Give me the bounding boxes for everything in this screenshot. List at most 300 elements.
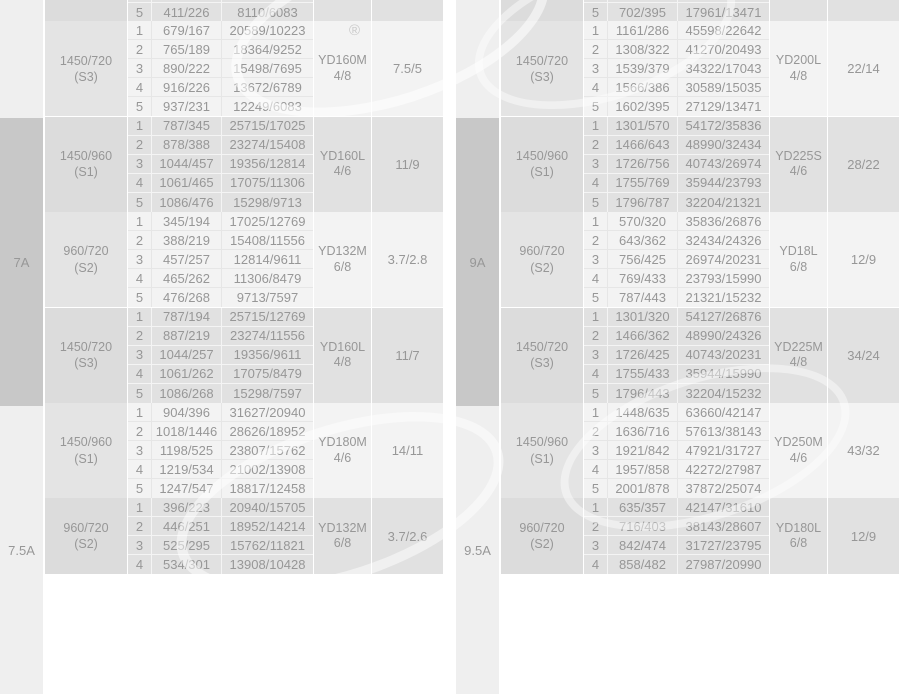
motor-poles-line: 6/8 (789, 259, 808, 274)
value-2-cell: 23274/11556 (230, 328, 305, 344)
registered-trademark-icon: ® (349, 22, 361, 39)
value-2-cell: 9713/7597 (236, 290, 299, 306)
power-rating-cell: 3.7/2.8 (387, 252, 428, 268)
value-1-cell: 887/219 (152, 327, 222, 345)
power-rating-cell: 28/22 (847, 156, 880, 172)
speed-rating-cell (501, 21, 584, 116)
value-2-cell: 15408/11556 (230, 232, 305, 248)
value-2-cell: 37872/25074 (685, 481, 762, 497)
pump-model-cell (456, 0, 501, 118)
table-row (128, 269, 313, 288)
table-row (128, 517, 313, 536)
power-rating-cell (372, 0, 443, 21)
value-2-cell: 15498/7695 (233, 60, 302, 76)
value-1-cell: 890/222 (152, 59, 222, 77)
value-2-cell: 19356/9611 (233, 347, 302, 363)
table-row (584, 517, 769, 536)
power-rating-cell: 7.5/5 (393, 61, 422, 77)
speed-rating-line: 1450/720 (515, 339, 569, 354)
row-number-cell: 2 (128, 422, 152, 440)
value-2-cell: 40743/20231 (685, 347, 762, 363)
pump-model-label: 9A (469, 254, 486, 270)
power-rating-cell: 11/7 (395, 347, 420, 363)
power-rating-cell: 34/24 (847, 347, 880, 363)
table-row (584, 346, 769, 365)
row-number-cell: 3 (584, 441, 608, 459)
row-number-cell: 1 (128, 21, 152, 39)
motor-model-line: YD200L (775, 53, 822, 68)
value-2-cell: 47921/31727 (685, 442, 762, 458)
value-2-cell: 12249/6083 (233, 99, 302, 115)
motor-model-cell (769, 0, 828, 21)
motor-model-line: YD18L (779, 244, 818, 259)
duty-type-line: (S2) (74, 260, 98, 275)
value-1-cell: 1466/643 (608, 136, 678, 154)
value-1-cell: 787/443 (608, 288, 678, 307)
value-2-cell: 8110/6083 (237, 5, 298, 20)
sections-column (45, 0, 443, 694)
row-number-cell: 5 (584, 479, 608, 498)
power-rating-cell: 12/9 (850, 252, 877, 268)
power-rating-cell: 22/14 (847, 61, 880, 77)
spec-section (45, 0, 443, 22)
motor-model-cell (313, 21, 372, 116)
table-row (128, 231, 313, 250)
rows-column (584, 212, 769, 307)
power-rating-cell (828, 0, 899, 21)
row-number-cell: 2 (128, 136, 152, 154)
motor-model-cell (769, 308, 828, 403)
table-row (128, 136, 313, 155)
table-row (128, 479, 313, 498)
row-number-cell: 4 (584, 174, 608, 192)
rows-column (128, 212, 313, 307)
table-row (128, 422, 313, 441)
motor-poles-line: 6/8 (789, 536, 808, 551)
spec-section (501, 117, 899, 213)
table-row (584, 59, 769, 78)
spec-section (501, 212, 899, 308)
row-number-cell: 5 (128, 193, 152, 212)
table-row (128, 365, 313, 384)
value-2-cell: 13908/10428 (229, 557, 306, 573)
motor-model-line: YD180L (775, 520, 822, 535)
motor-poles-line: 4/8 (789, 68, 808, 83)
value-2-cell: 32204/15232 (685, 385, 762, 401)
value-1-cell: 937/231 (152, 97, 222, 116)
duty-type-line: (S3) (74, 356, 98, 371)
row-number-cell: 1 (584, 498, 608, 516)
value-2-cell: 26974/20231 (685, 251, 762, 267)
rows-column (128, 498, 313, 574)
value-1-cell: 534/301 (152, 555, 222, 574)
table-row (584, 403, 769, 422)
row-number-cell: 2 (584, 327, 608, 345)
value-1-cell: 1539/379 (608, 59, 678, 77)
speed-rating-line: 1450/720 (59, 339, 113, 354)
value-2-cell: 54127/26876 (685, 309, 762, 325)
motor-model-line: YD180M (318, 434, 367, 449)
motor-poles-line: 4/8 (789, 355, 808, 370)
motor-poles-line: 6/8 (333, 259, 352, 274)
speed-rating-cell (501, 117, 584, 212)
motor-model-cell (769, 212, 828, 307)
spec-section (45, 498, 443, 575)
table-row (584, 365, 769, 384)
pump-model-cell (456, 406, 501, 694)
table-row (584, 155, 769, 174)
duty-type-line: (S1) (530, 165, 554, 180)
value-1-cell: 769/433 (608, 269, 678, 287)
row-number-cell: 1 (584, 212, 608, 230)
table-row (128, 117, 313, 136)
row-number-cell: 5 (128, 479, 152, 498)
value-1-cell: 1957/858 (608, 460, 678, 478)
duty-type-line: (S2) (530, 260, 554, 275)
value-2-cell: 45598/22642 (685, 22, 762, 38)
motor-model-line: YD132M (318, 244, 367, 259)
value-1-cell: 635/357 (608, 498, 678, 516)
value-1-cell: 904/396 (152, 403, 222, 421)
value-2-cell: 48990/32434 (685, 137, 762, 153)
table-row (128, 250, 313, 269)
motor-model-cell (313, 0, 372, 21)
row-number-cell: 4 (128, 269, 152, 287)
row-number-cell: 1 (128, 498, 152, 516)
value-1-cell: 1755/433 (608, 365, 678, 383)
value-1-cell: 1796/443 (608, 384, 678, 403)
motor-model-line: YD132M (318, 520, 367, 535)
value-2-cell: 17075/11306 (230, 175, 305, 191)
rows-column (584, 308, 769, 403)
row-number-cell: 2 (128, 40, 152, 58)
speed-rating-line: 1450/960 (515, 435, 569, 450)
value-2-cell: 41270/20493 (685, 41, 762, 57)
speed-rating-line: 960/720 (63, 521, 109, 536)
row-number-cell: 4 (128, 460, 152, 478)
row-number-cell: 2 (584, 517, 608, 535)
row-number-cell: 1 (584, 403, 608, 421)
motor-poles-line: 4/8 (333, 68, 352, 83)
table-row (584, 97, 769, 116)
table-row (584, 422, 769, 441)
table-row (584, 193, 769, 212)
duty-type-line: (S3) (530, 356, 554, 371)
value-1-cell: 1921/842 (608, 441, 678, 459)
table-row (584, 212, 769, 231)
table-row (584, 117, 769, 136)
row-number-cell: 2 (584, 136, 608, 154)
motor-poles-line: 6/8 (333, 536, 352, 551)
table-row (584, 250, 769, 269)
duty-type-line: (S3) (74, 69, 98, 84)
pump-model-label: 7.5A (8, 542, 35, 558)
pump-model-label: 9.5A (464, 542, 491, 558)
value-2-cell: 32204/21321 (685, 194, 762, 210)
value-2-cell: 20589/10223 (229, 22, 306, 38)
power-rating-cell: 11/9 (395, 156, 420, 172)
value-1-cell: 396/223 (152, 498, 222, 516)
value-2-cell: 27129/13471 (685, 99, 762, 115)
value-1-cell: 1566/386 (608, 78, 678, 96)
value-2-cell: 15298/9713 (233, 194, 302, 210)
value-2-cell: 13672/6789 (233, 79, 302, 95)
value-1-cell: 1301/320 (608, 308, 678, 326)
value-1-cell: 1726/756 (608, 155, 678, 173)
speed-rating-line: 960/720 (519, 521, 565, 536)
value-1-cell: 1086/476 (152, 193, 222, 212)
value-1-cell: 465/262 (152, 269, 222, 287)
row-number-cell: 3 (128, 155, 152, 173)
value-2-cell: 17025/12769 (229, 213, 306, 229)
motor-model-cell (769, 403, 828, 498)
value-2-cell: 15298/7597 (233, 385, 302, 401)
motor-model-line: YD225M (774, 339, 823, 354)
value-1-cell: 1755/769 (608, 174, 678, 192)
row-number-cell (584, 0, 608, 2)
motor-model-line: YD160L (319, 148, 366, 163)
row-number-cell: 1 (128, 117, 152, 135)
value-1-cell: 1301/570 (608, 117, 678, 135)
speed-rating-line: 960/720 (63, 244, 109, 259)
row-number-cell: 4 (128, 365, 152, 383)
table-row (128, 40, 313, 59)
motor-model-cell (313, 117, 372, 212)
row-number-cell: 2 (584, 40, 608, 58)
duty-type-line: (S1) (74, 165, 98, 180)
value-1-cell: 679/167 (152, 21, 222, 39)
row-number-cell: 5 (584, 384, 608, 403)
speed-rating-cell (45, 308, 128, 403)
motor-poles-line: 4/6 (333, 164, 352, 179)
table-row (584, 479, 769, 498)
value-1-cell: 1044/457 (152, 155, 222, 173)
row-number-cell: 3 (584, 155, 608, 173)
row-number-cell: 5 (584, 97, 608, 116)
speed-rating-cell (501, 498, 584, 574)
value-1-cell: 1061/262 (152, 365, 222, 383)
rows-column (128, 21, 313, 116)
row-number-cell (128, 0, 152, 2)
rows-column (128, 117, 313, 212)
row-number-cell: 1 (128, 212, 152, 230)
value-1-cell: 878/388 (152, 136, 222, 154)
table-row (128, 346, 313, 365)
value-1-cell: 411/226 (152, 3, 222, 22)
motor-poles-line: 4/6 (789, 164, 808, 179)
row-number-cell: 5 (128, 97, 152, 116)
value-1-cell: 1018/1446 (152, 422, 222, 440)
row-number-cell: 5 (584, 193, 608, 212)
value-2-cell: 18817/12458 (229, 481, 306, 497)
speed-rating-cell (45, 117, 128, 212)
value-1-cell: 916/226 (152, 78, 222, 96)
value-2-cell: 21321/15232 (685, 290, 762, 306)
value-1-cell: 525/295 (152, 536, 222, 554)
motor-model-cell (769, 117, 828, 212)
value-1-cell: 842/474 (608, 536, 678, 554)
duty-type-line: (S2) (530, 537, 554, 552)
speed-rating-line: 1450/720 (59, 53, 113, 68)
value-1-cell: 476/268 (152, 288, 222, 307)
spec-section (45, 21, 443, 117)
motor-poles-line: 4/6 (333, 450, 352, 465)
rows-column (584, 0, 769, 21)
speed-rating-cell (45, 403, 128, 498)
duty-type-line: (S3) (530, 69, 554, 84)
row-number-cell: 4 (128, 78, 152, 96)
value-1-cell: 2001/878 (608, 479, 678, 498)
motor-model-cell (313, 308, 372, 403)
value-1-cell: 345/194 (152, 212, 222, 230)
pump-model-cell (0, 0, 45, 118)
rows-column (584, 403, 769, 498)
table-row (584, 498, 769, 517)
value-2-cell: 18364/9252 (233, 41, 302, 57)
value-2-cell: 23793/15990 (685, 270, 762, 286)
table-row (128, 174, 313, 193)
speed-rating-line: 1450/960 (59, 435, 113, 450)
value-1-cell: 570/320 (608, 212, 678, 230)
row-number-cell: 4 (584, 555, 608, 574)
speed-rating-cell (45, 498, 128, 574)
value-2-cell: 32434/24326 (685, 232, 762, 248)
table-row (128, 21, 313, 40)
pump-model-label: 7A (13, 254, 30, 270)
value-2-cell: 25715/12769 (229, 309, 306, 325)
row-number-cell: 3 (128, 346, 152, 364)
speed-rating-line: 960/720 (519, 244, 565, 259)
value-2-cell: 19356/12814 (229, 156, 306, 172)
row-number-cell: 4 (584, 460, 608, 478)
row-number-cell: 1 (584, 21, 608, 39)
table-row (584, 288, 769, 307)
value-1-cell: 1198/525 (152, 441, 222, 459)
row-number-cell: 2 (128, 517, 152, 535)
value-1-cell: 1726/425 (608, 346, 678, 364)
table-row (128, 498, 313, 517)
row-number-cell: 2 (584, 231, 608, 249)
row-number-cell: 3 (128, 536, 152, 554)
value-1-cell: 716/403 (608, 517, 678, 535)
value-1-cell: 1247/547 (152, 479, 222, 498)
rows-column (584, 498, 769, 574)
value-2-cell: 35836/26876 (685, 213, 762, 229)
value-1-cell: 1602/395 (608, 97, 678, 116)
value-1-cell: 858/482 (608, 555, 678, 574)
value-1-cell: 446/251 (152, 517, 222, 535)
value-1-cell: 765/189 (152, 40, 222, 58)
row-number-cell: 4 (584, 269, 608, 287)
rows-column (128, 0, 313, 21)
duty-type-line: (S2) (74, 537, 98, 552)
table-row (128, 460, 313, 479)
table-row (584, 555, 769, 574)
power-rating-cell: 43/32 (847, 443, 880, 459)
table-row (128, 3, 313, 22)
value-1-cell: 1796/787 (608, 193, 678, 212)
value-2-cell: 28626/18952 (229, 423, 306, 439)
table-row (584, 308, 769, 327)
row-number-cell: 3 (584, 250, 608, 268)
motor-model-line: YD160L (319, 339, 366, 354)
speed-rating-line: 1450/960 (59, 149, 113, 164)
speed-rating-line: 1450/720 (515, 53, 569, 68)
pump-model-cell (456, 118, 501, 406)
value-2-cell: 31627/20940 (229, 404, 306, 420)
value-2-cell: 42272/27987 (685, 461, 762, 477)
pump-model-column (0, 0, 45, 694)
table-row (584, 3, 769, 22)
value-2-cell: 40743/26974 (685, 156, 762, 172)
table-row (128, 97, 313, 116)
value-1-cell: 1161/286 (608, 21, 678, 39)
spec-section (501, 0, 899, 22)
table-row (128, 308, 313, 327)
duty-type-line: (S1) (530, 451, 554, 466)
motor-model-line: YD160M (318, 53, 367, 68)
row-number-cell: 1 (128, 403, 152, 421)
power-rating-cell: 12/9 (850, 528, 877, 544)
value-2-cell: 11306/8479 (233, 270, 302, 286)
value-2-cell: 23807/15762 (229, 442, 306, 458)
motor-model-cell (313, 403, 372, 498)
value-2-cell: 54172/35836 (685, 118, 762, 134)
row-number-cell: 2 (128, 231, 152, 249)
spec-section (45, 117, 443, 213)
row-number-cell: 4 (584, 78, 608, 96)
table-row (584, 460, 769, 479)
sections-column (501, 0, 899, 694)
value-2-cell: 34322/17043 (685, 60, 762, 76)
spec-table-left (0, 0, 443, 694)
value-1-cell: 1448/635 (608, 403, 678, 421)
table-row (584, 40, 769, 59)
table-row (584, 536, 769, 555)
power-rating-cell: 3.7/2.6 (387, 528, 428, 544)
pump-model-cell (0, 118, 45, 406)
motor-poles-line: 4/8 (333, 355, 352, 370)
row-number-cell: 5 (584, 3, 608, 22)
value-1-cell: 457/257 (152, 250, 222, 268)
speed-rating-cell (501, 0, 584, 21)
row-number-cell: 3 (584, 536, 608, 554)
value-2-cell: 12814/9611 (233, 251, 302, 267)
row-number-cell: 3 (128, 250, 152, 268)
table-row (584, 441, 769, 460)
value-2-cell (222, 0, 313, 2)
table-row (128, 384, 313, 403)
spec-section (501, 498, 899, 575)
rows-column (128, 308, 313, 403)
table-row (584, 327, 769, 346)
speed-rating-cell (45, 212, 128, 307)
value-2-cell: 48990/24326 (685, 328, 762, 344)
value-2-cell: 25715/17025 (229, 118, 306, 134)
row-number-cell: 5 (128, 384, 152, 403)
pump-model-cell (0, 406, 45, 694)
value-2-cell: 57613/38143 (685, 423, 762, 439)
row-number-cell: 5 (128, 288, 152, 307)
table-row (584, 231, 769, 250)
row-number-cell: 1 (128, 308, 152, 326)
value-2-cell: 17075/8479 (233, 366, 302, 382)
motor-model-cell (769, 21, 828, 116)
table-row (128, 212, 313, 231)
value-2-cell: 20940/15705 (229, 499, 306, 515)
speed-rating-cell (45, 21, 128, 116)
value-1-cell: 388/219 (152, 231, 222, 249)
